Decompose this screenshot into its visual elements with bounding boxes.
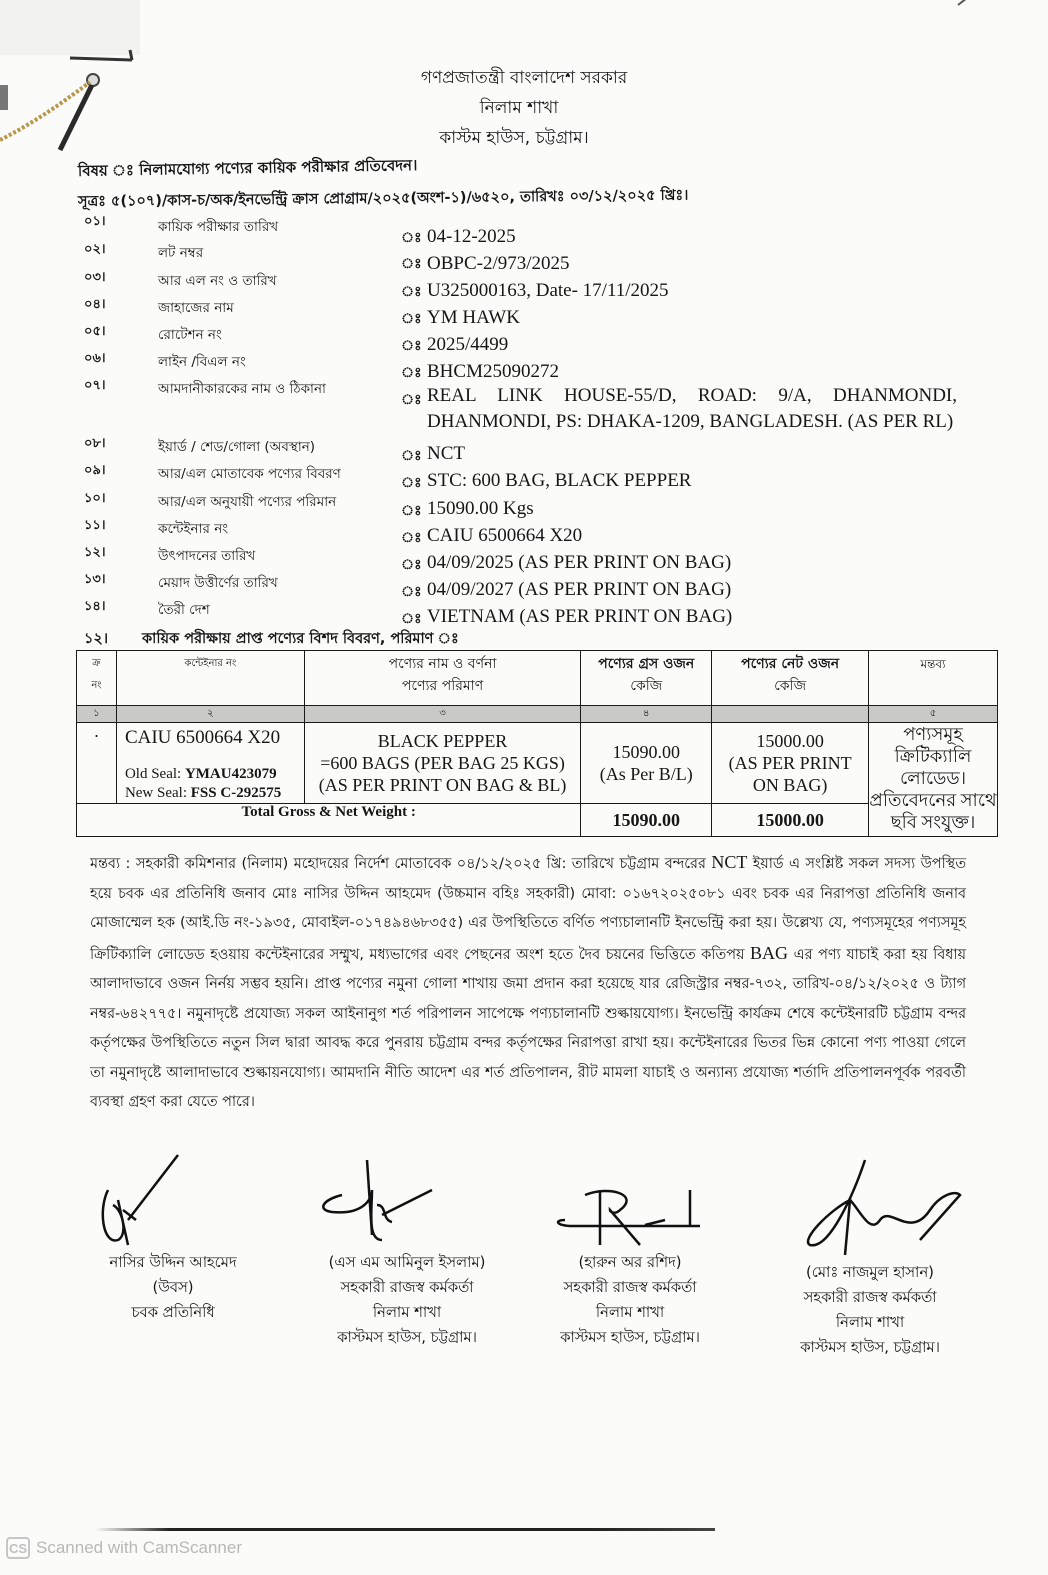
branch-title: নিলাম শাখা (479, 98, 559, 118)
index-cell: ২ (116, 706, 304, 723)
colon: ঃ (401, 392, 422, 408)
item-value: NCT (427, 443, 465, 464)
subject-line: বিষয় ঃ নিলামযোগ্য পণ্যের কায়িক পরীক্ষার প্রতিবেদন। (77, 156, 418, 180)
signatory-block-1: নাসির উদ্দিন আহমেদ (উবস) চবক প্রতিনিধি (88, 1150, 258, 1325)
item-value: REAL LINK HOUSE-55/D, ROAD: 9/A, DHANMONDI, (427, 385, 957, 406)
serial-cell: · (77, 723, 117, 804)
container-cell (116, 723, 304, 804)
section-number: ১২। (84, 631, 109, 647)
header-remark: মন্তব্য (869, 651, 998, 706)
item-number: ১১। (84, 518, 106, 533)
item-value: 04-12-2025 (427, 226, 516, 247)
table-row (77, 723, 998, 804)
item-value: 04/09/2027 (AS PER PRINT ON BAG) (427, 579, 732, 600)
item-number: ০৮। (84, 436, 106, 451)
item-label: কায়িক পরীক্ষার তারিখ (158, 219, 279, 235)
item-value: CAIU 6500664 X20 (427, 525, 583, 546)
index-cell: ৪ (581, 706, 712, 723)
colon: ঃ (401, 338, 422, 354)
colon: ঃ (401, 311, 422, 327)
total-net: 15000.00 (712, 804, 869, 837)
net-weight-cell: 15000.00 (AS PER PRINT ON BAG) (712, 723, 869, 804)
item-value-continued: DHANMONDI, PS: DHAKA-1209, BANGLADESH. (AS PER RL) (427, 411, 954, 432)
header-serial: ক্র নং (77, 651, 117, 706)
page-edge-line (95, 1528, 715, 1531)
item-number: ০৩। (84, 270, 106, 285)
colon: ঃ (401, 284, 422, 300)
item-number: ০৫। (84, 324, 106, 339)
signature-icon (88, 1150, 258, 1250)
remarks-paragraph: মন্তব্য : সহকারী কমিশনার (নিলাম) মহোদয়ের নির্দেশ মোতাবেক ০৪/১২/২০২৫ খ্রি: তারিখে চট্টগ্রাম বন্দরের NCT ইয়ার্ড এ সংশ্লিষ্ট সকল সদস্য উপস্থিত হয়ে চবক এর প্রতিনিধি জনাব মোঃ নাসির উদ্দিন আহমেদ (উচ্চমান বহিঃ সহকারী) মোবা: ০১৬৭২০২৫০৮১ এবং চবক এর নিরাপত্তা প্রতিনিধি জনাব মোজাম্মেল হক (আই.ডি নং-১৯৩৫, মোবাইল-০১৭৪৯৪৬৮৩৫৫) এর উপস্থিতিতে বর্ণিত পণ্যচালানটি ইনভেন্ট্রি করা হয়। উল্লেখ্য যে, পণ্যসমূহের পণ্যসমূহ ক্রিটিক্যালি লোডেড হওয়ায় কন্টেইনারের সম্মুখ, মধ্যভাগের এবং পেছনের অংশ হতে দৈব চয়নের ভিত্তিতে কতিপয় BAG এর পণ্য যাচাই করা হয় বিধায় আলাদাভাবে ওজন নির্নয় সম্ভব হয়নি। প্রাপ্ত পণ্যের নমুনা গোলা শাখায় জমা প্রদান করা হয়েছে যার রেজিস্ট্রার নম্বর-৭৩২, তারিখ-০৪/১২/২০২৫ ও ট্যাগ নম্বর-৬৪২৭৭৫। নমুনাদৃষ্টে প্রযোজ্য সকল আইনানুগ শর্ত পরিপালন সাপেক্ষে পণ্যচালানটি শুল্কায়যোগ্য। ইনভেন্ট্রি কার্যক্রম শেষে কন্টেইনারটি চট্টগ্রাম বন্দর কর্তৃপক্ষের উপস্থিতিতে নতুন সিল দ্বারা আবদ্ধ করে পুনরায় চট্টগ্রাম বন্দর কর্তৃপক্ষের নিরাপত্তা রাখা হয়। কন্টেইনারের ভিতর ভিন্ন কোনো পণ্য পাওয়া গেলে তা নমুনাদৃষ্টে আলাদাভাবে শুল্কায়নযোগ্য। আমদানি নীতি আদেশ এর শর্ত প্রতিপালন, রীট মামলা যাচাই ও অন্যান্য প্রযোজ্য শর্তাদি প্রতিপালনপূর্বক পরবর্তী ব্যবস্থা গ্রহণ করা যেতে পারে। (90, 852, 967, 1110)
signatory-block-4: (মোঃ নাজমুল হাসান) সহকারী রাজস্ব কর্মকর্তা নিলাম শাখা কাস্টমস হাউস, চট্টগ্রাম। (770, 1150, 970, 1360)
old-seal: Old Seal: YMAU423079 (124, 766, 277, 782)
table-header-row (77, 651, 998, 706)
colon: ঃ (401, 475, 422, 491)
item-number: ০৬। (84, 351, 106, 366)
item-value: STC: 600 BAG, BLACK PEPPER (427, 470, 692, 491)
item-number: ০১। (84, 214, 106, 229)
index-cell: ১ (77, 706, 117, 723)
item-label: রোটেশন নং (158, 327, 222, 343)
item-value: 2025/4499 (427, 334, 509, 355)
item-label: কন্টেইনার নং (158, 521, 229, 537)
item-label: লাইন /বিএল নং (158, 354, 246, 370)
item-label: তৈরী দেশ (158, 602, 210, 618)
item-value: YM HAWK (427, 307, 520, 328)
table-index-row (77, 706, 998, 723)
item-label: আর/এল মোতাবেক পণ্যের বিবরণ (158, 466, 341, 482)
item-number: ১০। (84, 491, 106, 506)
signatory-block-3: (হারুন অর রশিদ) সহকারী রাজস্ব কর্মকর্তা নিলাম শাখা কাস্টমস হাউস, চট্টগ্রাম। (540, 1150, 720, 1350)
item-number: ০২। (84, 242, 106, 257)
item-label: আর এল নং ও তারিখ (158, 273, 277, 289)
item-number: ০৪। (84, 297, 106, 312)
item-number: ০৯। (84, 463, 106, 478)
reference-line: সূত্রঃ ৫(১০৭)/কাস-চ/অক/ইনভেন্ট্রি ক্রাস প্রোগ্রাম/২০২৫(অংশ-১)/৬৫২০, তারিখঃ ০৩/১২/২০২৫ খ্রিঃ। (77, 187, 689, 210)
remark-cell: পণ্যসমূহ ক্রিটিক্যালি লোডেড। প্রতিবেদনের সাথে ছবি সংযুক্ত। (869, 723, 998, 837)
total-label: Total Gross & Net Weight : (77, 804, 581, 837)
item-label: আর/এল অনুযায়ী পণ্যের পরিমান (158, 494, 337, 510)
colon: ঃ (401, 256, 422, 272)
table-total-row (77, 804, 998, 837)
camscanner-watermark (6, 1537, 242, 1559)
colon: ঃ (401, 230, 422, 246)
header-goods: পণ্যের নাম ও বর্ণনা পণ্যের পরিমাণ (304, 651, 581, 706)
item-value: 04/09/2025 (AS PER PRINT ON BAG) (427, 552, 732, 573)
index-cell (712, 706, 869, 723)
item-number: ১২। (84, 545, 106, 560)
item-value: 15090.00 Kgs (427, 498, 534, 519)
item-value: VIETNAM (AS PER PRINT ON BAG) (427, 606, 733, 627)
government-title: গণপ্রজাতন্ত্রী বাংলাদেশ সরকার (420, 68, 628, 88)
index-cell: ৫ (869, 706, 998, 723)
header-gross-weight: পণ্যের গ্রস ওজন কেজি (581, 651, 712, 706)
item-number: ১৪। (84, 599, 106, 614)
gross-weight-cell: 15090.00 (As Per B/L) (581, 723, 712, 804)
item-value: U325000163, Date- 17/11/2025 (427, 280, 669, 301)
watermark-text: Scanned with CamScanner (36, 1538, 243, 1557)
item-label: ইয়ার্ড / শেড/গোলা (অবস্থান) (158, 439, 316, 455)
total-gross: 15090.00 (581, 804, 712, 837)
office-title: কাস্টম হাউস, চট্টগ্রাম। (439, 128, 589, 148)
colon: ঃ (401, 611, 422, 627)
index-cell: ৩ (304, 706, 581, 723)
colon: ঃ (401, 557, 422, 573)
item-label: আমদানীকারকের নাম ও ঠিকানা (158, 381, 326, 397)
colon: ঃ (401, 530, 422, 546)
camscanner-logo-icon: CS (6, 1537, 30, 1559)
item-value: BHCM25090272 (427, 361, 559, 382)
container-number: CAIU 6500664 X20 (124, 727, 281, 748)
signature-icon (770, 1150, 970, 1260)
colon: ঃ (401, 584, 422, 600)
colon: ঃ (401, 448, 422, 464)
signatory-block-2: (এস এম আমিনুল ইসলাম) সহকারী রাজস্ব কর্মকর্তা নিলাম শাখা কাস্টমস হাউস, চট্টগ্রাম। (312, 1150, 502, 1350)
colon: ঃ (401, 365, 422, 381)
section-title: কায়িক পরীক্ষায় প্রাপ্ত পণ্যের বিশদ বিবরণ, পরিমাণ ঃ (142, 631, 459, 647)
pen-mark (957, 0, 977, 6)
item-label: মেয়াদ উত্তীর্ণের তারিখ (158, 575, 278, 591)
colon: ঃ (401, 503, 422, 519)
section-heading (84, 628, 459, 652)
item-label: লট নম্বর (158, 245, 204, 261)
header-net-weight: পণ্যের নেট ওজন কেজি (712, 651, 869, 706)
item-value: OBPC-2/973/2025 (427, 253, 570, 274)
header-container: কন্টেইনার নং (116, 651, 304, 706)
goods-description-cell: BLACK PEPPER =600 BAGS (PER BAG 25 KGS) (AS PER PRINT ON BAG & BL) (304, 723, 581, 804)
item-number: ০৭। (84, 378, 106, 393)
item-label: জাহাজের নাম (158, 300, 234, 316)
item-number: ১৩। (84, 572, 106, 587)
signature-icon (312, 1150, 502, 1250)
new-seal: New Seal: FSS C-292575 (124, 785, 282, 801)
item-label: উৎপাদনের তারিখ (158, 548, 256, 564)
goods-detail-table (76, 650, 998, 837)
signature-icon (540, 1150, 720, 1250)
